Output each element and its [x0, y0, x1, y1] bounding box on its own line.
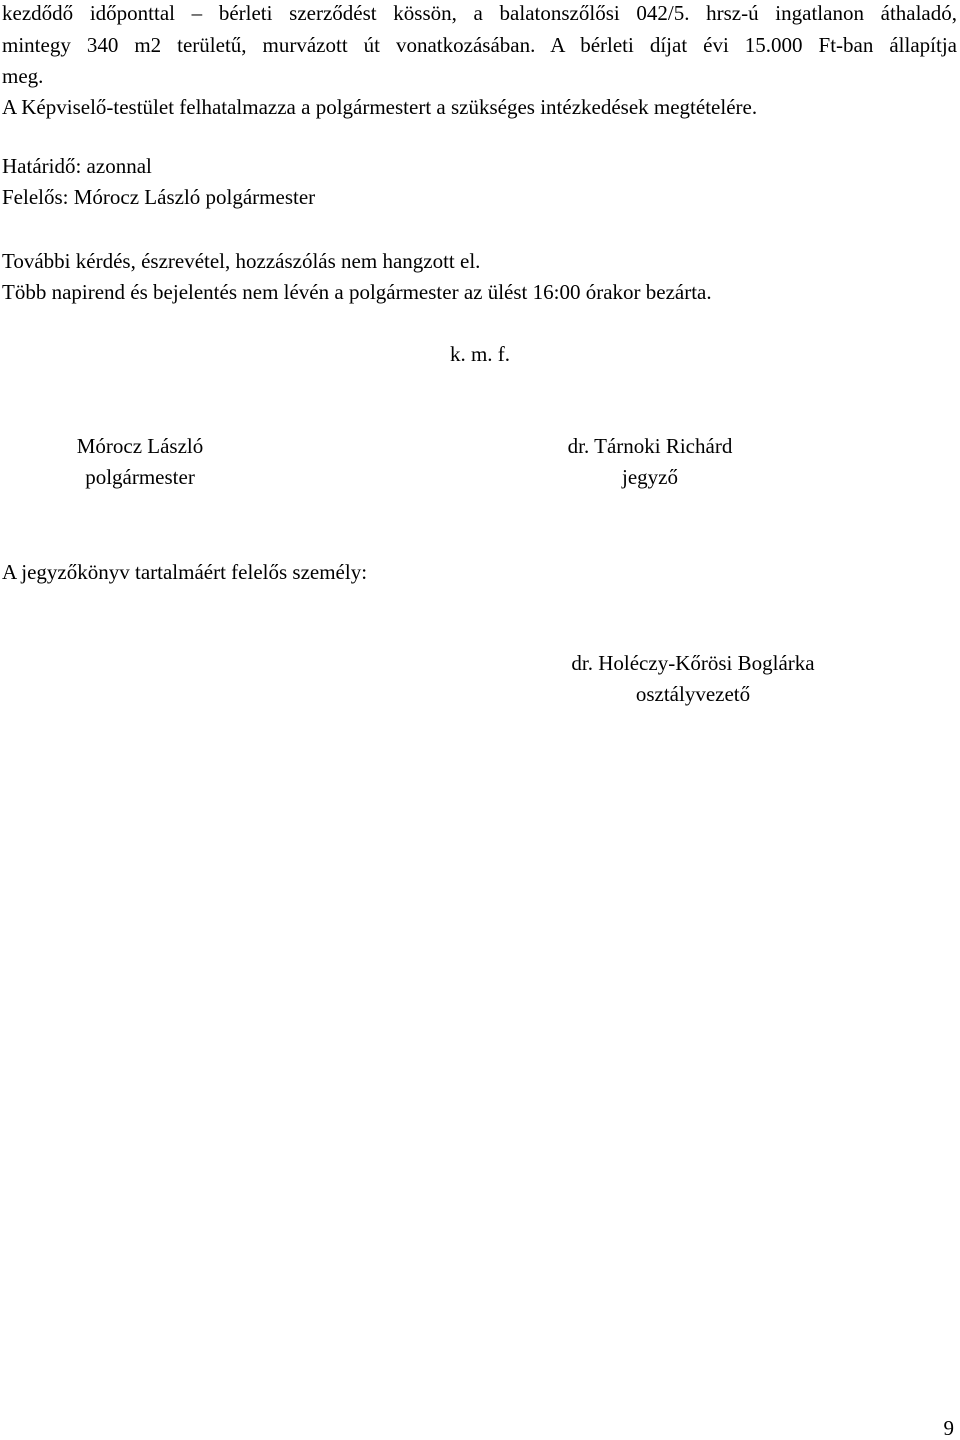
deadline-text: Határidő: azonnal	[2, 154, 152, 178]
closing-remark-1: További kérdés, észrevétel, hozzászólás nem hangzott el.	[2, 249, 481, 273]
kmf-mark: k. m. f.	[449, 342, 511, 366]
signatory-1-title: polgármester	[85, 465, 195, 489]
signatory-1-name: Mórocz László	[76, 434, 204, 458]
responsible-person-label: A jegyzőkönyv tartalmáért felelős személy:	[2, 560, 368, 584]
paragraph-1-line-2: mintegy 340 m2 területű, murvázott út vonatkozásában. A bérleti díjat évi 15.000 Ft-ban állapítja	[2, 33, 957, 57]
signatory-2-title: jegyző	[622, 465, 678, 489]
signatory-2-name: dr. Tárnoki Richárd	[567, 434, 733, 458]
responsible-person-name: dr. Holéczy-Kőrösi Boglárka	[571, 651, 815, 675]
authorization-paragraph: A Képviselő-testület felhatalmazza a polgármestert a szükséges intézkedések megtételére.	[2, 95, 758, 119]
page-number: 9	[943, 1416, 954, 1440]
responsible-person-title: osztályvezető	[635, 682, 751, 706]
paragraph-1-line-3: meg.	[2, 64, 44, 88]
closing-remark-2: Több napirend és bejelentés nem lévén a polgármester az ülést 16:00 órakor bezárta.	[2, 280, 712, 304]
responsible-text: Felelős: Mórocz László polgármester	[2, 185, 316, 209]
paragraph-1-line-1: kezdődő időponttal – bérleti szerződést kössön, a balatonszőlősi 042/5. hrsz-ú ingatlanon áthaladó,	[2, 1, 957, 25]
